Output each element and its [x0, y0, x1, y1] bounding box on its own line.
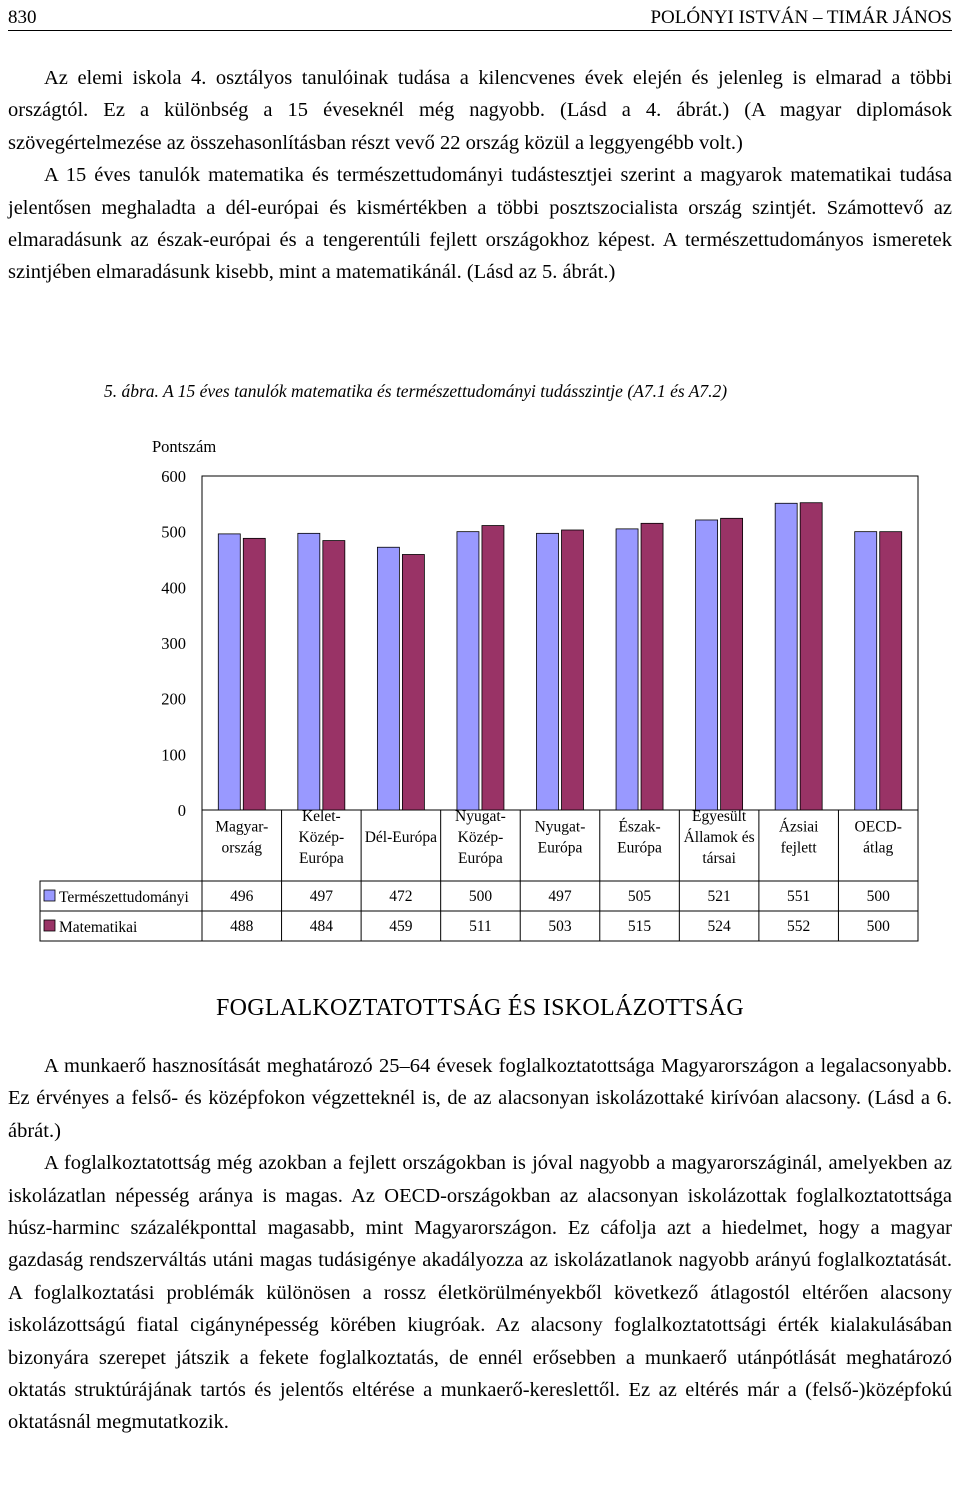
data-label: 497 — [548, 888, 572, 905]
data-label: 496 — [230, 888, 254, 905]
bar-science — [616, 529, 638, 810]
bar-math — [800, 503, 822, 810]
data-label: 551 — [787, 888, 811, 905]
data-label: 500 — [866, 918, 890, 935]
y-tick-label: 0 — [177, 801, 186, 820]
category-label: Dél-Európa — [364, 829, 438, 846]
category-label: Államok és — [683, 829, 755, 846]
y-axis-title: Pontszám — [152, 437, 217, 456]
bar-science — [696, 520, 718, 810]
data-label: 511 — [469, 918, 492, 935]
y-tick-label: 500 — [161, 522, 186, 542]
page-number: 830 — [8, 7, 37, 28]
bar-math — [402, 554, 424, 810]
category-label: Európa — [537, 839, 583, 857]
category-label: OECD- — [854, 818, 902, 836]
bar-science — [537, 533, 559, 810]
category-label: Észak- — [618, 818, 661, 836]
legend-label-science: Természettudományi — [59, 889, 189, 906]
category-label: Közép- — [457, 829, 504, 846]
data-label: 488 — [230, 918, 254, 935]
figure-caption: 5. ábra. A 15 éves tanulók matematika és természettudományi tudásszintje (A7.1 és A7.2) — [104, 381, 728, 401]
category-label: Európa — [617, 839, 662, 857]
y-tick-label: 400 — [161, 578, 186, 598]
bar-math — [482, 526, 504, 810]
paragraph: Az elemi iskola 4. osztályos tanulóinak tudása a kilencvenes évek elején és jelenleg is elmarad a többi országtól. Ez a különbség a 15 éveseknél még nagyobb. (Lásd a 4. ábrát.) (A magyar diplomások szövegértelmezése az összehasonlításban részt vevő 22 ország közül a leggyengébb volt.) — [8, 67, 952, 154]
legend-swatch-science — [44, 890, 55, 901]
category-label: Kelet- — [301, 808, 341, 825]
category-label: Nyugat- — [534, 818, 586, 836]
y-tick-label: 200 — [161, 689, 186, 709]
bar-science — [457, 532, 479, 810]
category-label: Magyar- — [215, 818, 269, 836]
bar-science — [298, 533, 320, 810]
bar-math — [562, 530, 584, 810]
data-label: 500 — [468, 888, 493, 905]
category-label: Egyesült — [691, 808, 747, 825]
bar-math — [880, 532, 902, 810]
y-tick-label: 300 — [161, 634, 186, 653]
category-label: társai — [702, 850, 736, 867]
data-label: 459 — [389, 918, 413, 935]
category-label: Nyugat- — [455, 808, 506, 825]
bar-science — [218, 534, 240, 810]
data-label: 552 — [787, 918, 811, 935]
y-tick-label: 100 — [161, 745, 186, 765]
legend-label-math: Matematikai — [59, 919, 138, 936]
running-title: POLÓNYI ISTVÁN – TIMÁR JÁNOS — [650, 7, 952, 28]
section-text — [8, 1050, 952, 1439]
category-label: Európa — [298, 850, 344, 867]
bar-math — [721, 518, 743, 810]
bar-science — [855, 532, 877, 810]
running-header — [8, 4, 952, 31]
data-label: 524 — [707, 918, 731, 935]
data-label: 497 — [309, 888, 333, 905]
data-label: 505 — [627, 888, 652, 905]
y-tick-label: 600 — [161, 467, 186, 486]
section-heading: FOGLALKOZTATOTTSÁG ÉS ISKOLÁZOTTSÁG — [215, 995, 745, 1021]
category-label: Ázsiai — [778, 818, 819, 836]
paragraph: A 15 éves tanulók matematika és természettudományi tudástesztjei szerint a magyarok matematikai tudása jelentősen meghaladta a dél-európai és kismértékben a többi posztszocialista ország szintjét. Számottevő az elmaradásunk az észak-európai és a tengerentúli fejlett országokhoz képest. A természettudományos ismeretek szintjében elmaradásunk kisebb, mint a matematikánál. (Lásd az 5. ábrát.) — [8, 164, 952, 284]
intro-text — [8, 62, 952, 289]
data-label: 515 — [627, 918, 652, 935]
bar-science — [377, 547, 399, 810]
category-label: ország — [221, 839, 263, 857]
paragraph: A munkaerő hasznosítását meghatározó 25–64 évesek foglalkoztatottsága Magyarországon a legalacsonyabb. Ez érvényes a felső- és középfokon végzetteknél is, de az alacsonyan iskolázottaké kirívóan alacsony. (Lásd a 6. ábrát.) — [8, 1055, 952, 1142]
data-label: 472 — [389, 888, 413, 905]
bar-science — [775, 503, 797, 810]
data-label: 500 — [866, 888, 890, 905]
data-label: 484 — [309, 918, 333, 935]
category-label: fejlett — [780, 839, 817, 857]
data-label: 503 — [548, 918, 572, 935]
bar-math — [243, 538, 265, 810]
paragraph: A foglalkoztatottság még azokban a fejlett országokban is jóval nagyobb a magyarországinál, amelyekben az iskolázatlan népesség aránya is magas. Az OECD-országokban az alacsonyan iskolázottak foglalkoztatottsága húsz-harminc százalékponttal magasabb, mint Magyarországon. Ez cáfolja azt a hiedelmet, hogy a magyar gazdaság rendszerváltás utáni magas tudásigénye akadályozza az iskolázatlanok nagyobb arányú foglalkoztatását. A foglalkoztatási problémák különösen a rossz életkörülményekből következő átlagostól eltérően alacsony iskolázottságú fiatal cigánynépesség körében kiugróak. Az alacsony foglalkoztatottsági érték kialakulásában bizonyára szerepet játszik a fekete foglalkoztatás, de ennél erősebben a munkaerő utánpótlását meghatározó oktatás struktúrájának tartós és jelentős eltérése a munkaerő-kereslettől. Ez az eltérés már a (felső-)középfokú oktatásnál megmutatkozik. — [8, 1152, 952, 1434]
category-label: Közép- — [298, 829, 345, 846]
bar-math — [641, 523, 663, 810]
legend-swatch-math — [44, 920, 55, 931]
category-label: átlag — [863, 839, 894, 857]
bar-chart — [0, 430, 960, 950]
bar-math — [323, 541, 345, 810]
category-label: Európa — [458, 850, 503, 867]
data-label: 521 — [707, 888, 731, 905]
